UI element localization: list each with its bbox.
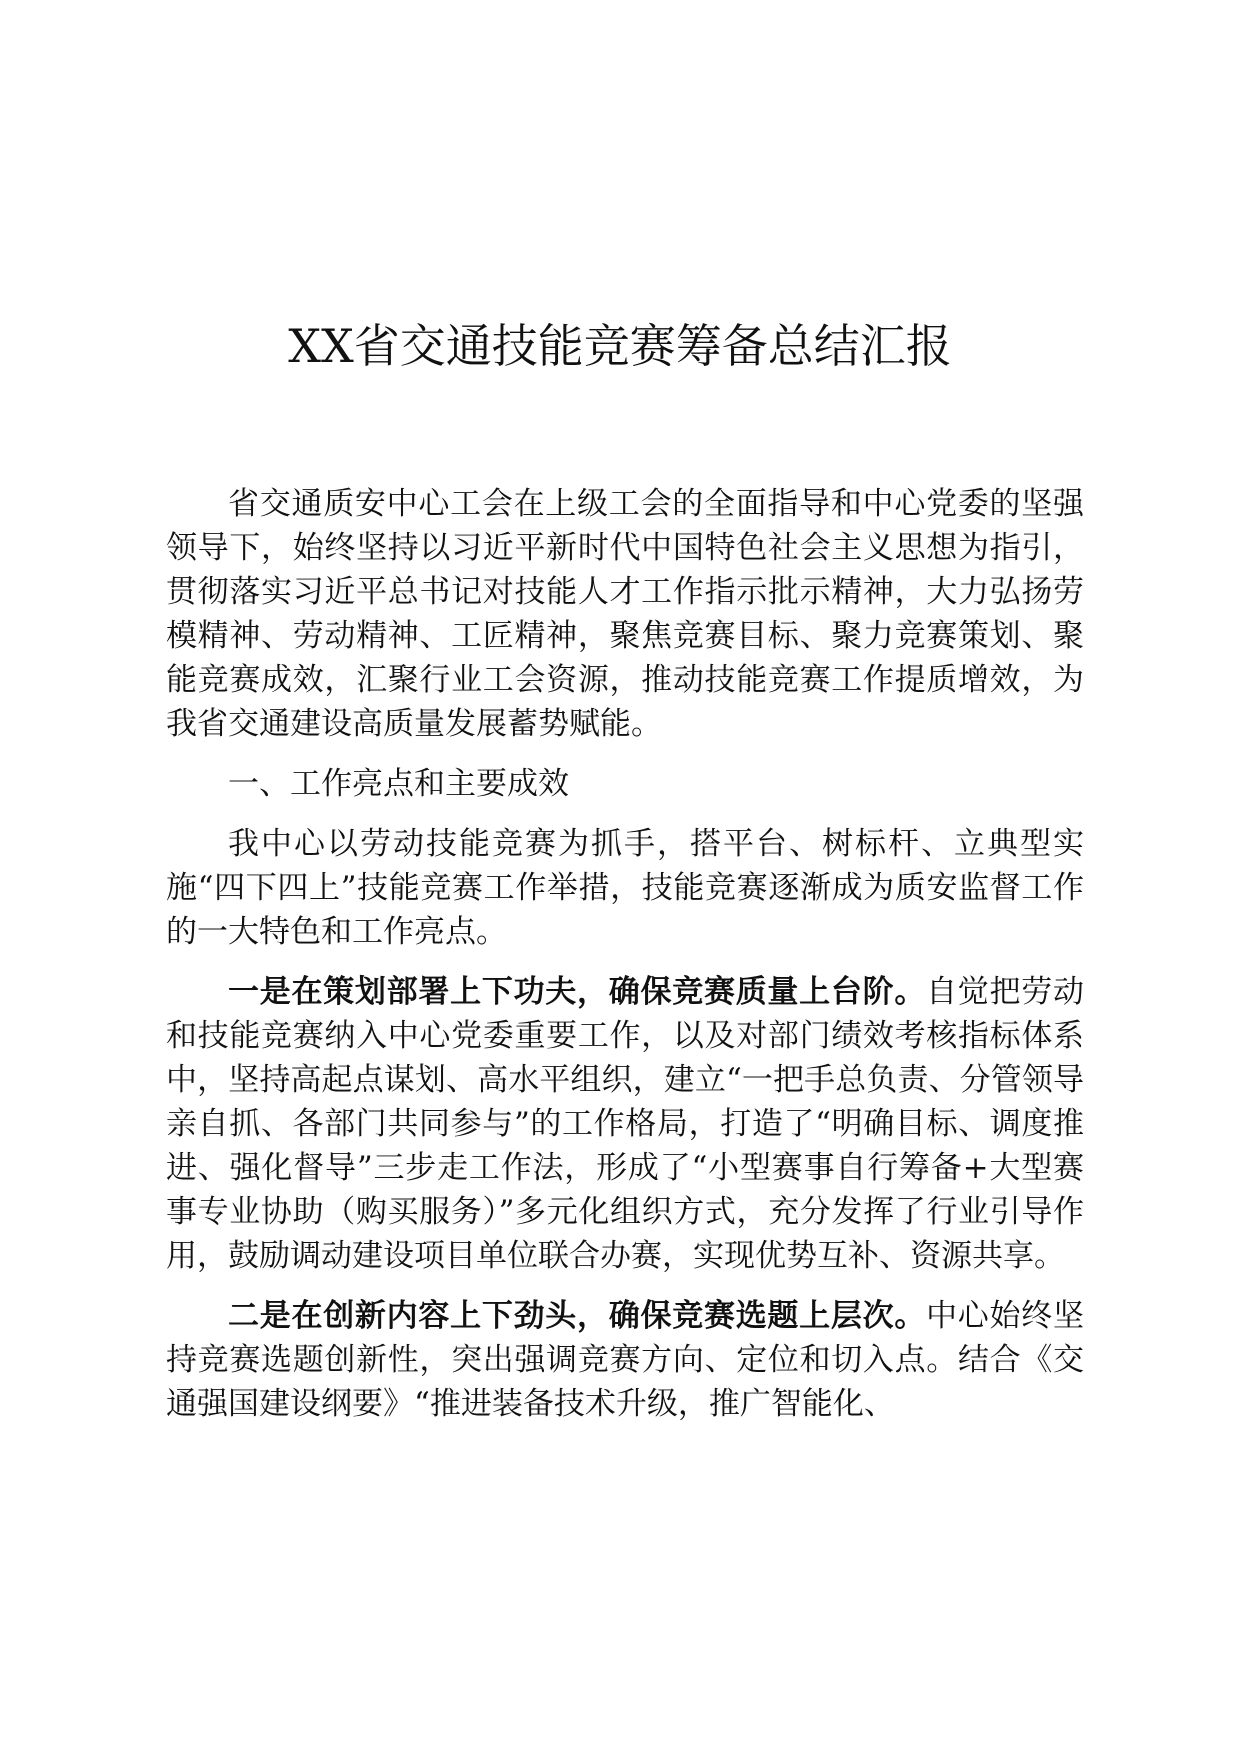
- paragraph-point-one: [166, 970, 1084, 1278]
- document-title: XX省交通技能竞赛筹备总结汇报: [288, 319, 952, 373]
- paragraph-lead: 二是在创新内容上下劲头，确保竞赛选题上层次。: [228, 1298, 927, 1334]
- paragraph-text: 省交通质安中心工会在上级工会的全面指导和中心党委的坚强领导下，始终坚持以习近平新时代中国特色社会主义思想为指引，贯彻落实习近平总书记对技能人才工作指示批示精神，大力弘扬劳模精神、劳动精神、工匠精神，聚焦竞赛目标、聚力竞赛策划、聚能竞赛成效，汇聚行业工会资源，推动技能竞赛工作提质增效，为我省交通建设高质量发展蓄势赋能。: [166, 486, 1084, 742]
- paragraph-intro: [166, 482, 1084, 746]
- section-heading-text: 一、工作亮点和主要成效: [228, 766, 569, 802]
- paragraph-text: 我中心以劳动技能竞赛为抓手，搭平台、树标杆、立典型实施“四下四上”技能竞赛工作举措，技能竞赛逐渐成为质安监督工作的一大特色和工作亮点。: [166, 826, 1084, 950]
- paragraph-text: 中心始终坚持竞赛选题创新性，突出强调竞赛方向、定位和切入点。结合《交通强国建设纲要》“推进装备技术升级，推广智能化、: [166, 1298, 1085, 1422]
- document-body: [166, 482, 1084, 1442]
- paragraph-lead: 一是在策划部署上下功夫，确保竞赛质量上台阶。: [228, 974, 927, 1010]
- section-heading: [166, 762, 1084, 806]
- paragraph-overview: [166, 822, 1084, 954]
- paragraph-point-two: [166, 1294, 1084, 1426]
- paragraph-text: 自觉把劳动和技能竞赛纳入中心党委重要工作，以及对部门绩效考核指标体系中，坚持高起点谋划、高水平组织，建立“一把手总负责、分管领导亲自抓、各部门共同参与”的工作格局，打造了“明确目标、调度推进、强化督导”三步走工作法，形成了“小型赛事自行筹备+大型赛事专业协助（购买服务）”多元化组织方式，充分发挥了行业引导作用，鼓励调动建设项目单位联合办赛，实现优势互补、资源共享。: [166, 974, 1085, 1274]
